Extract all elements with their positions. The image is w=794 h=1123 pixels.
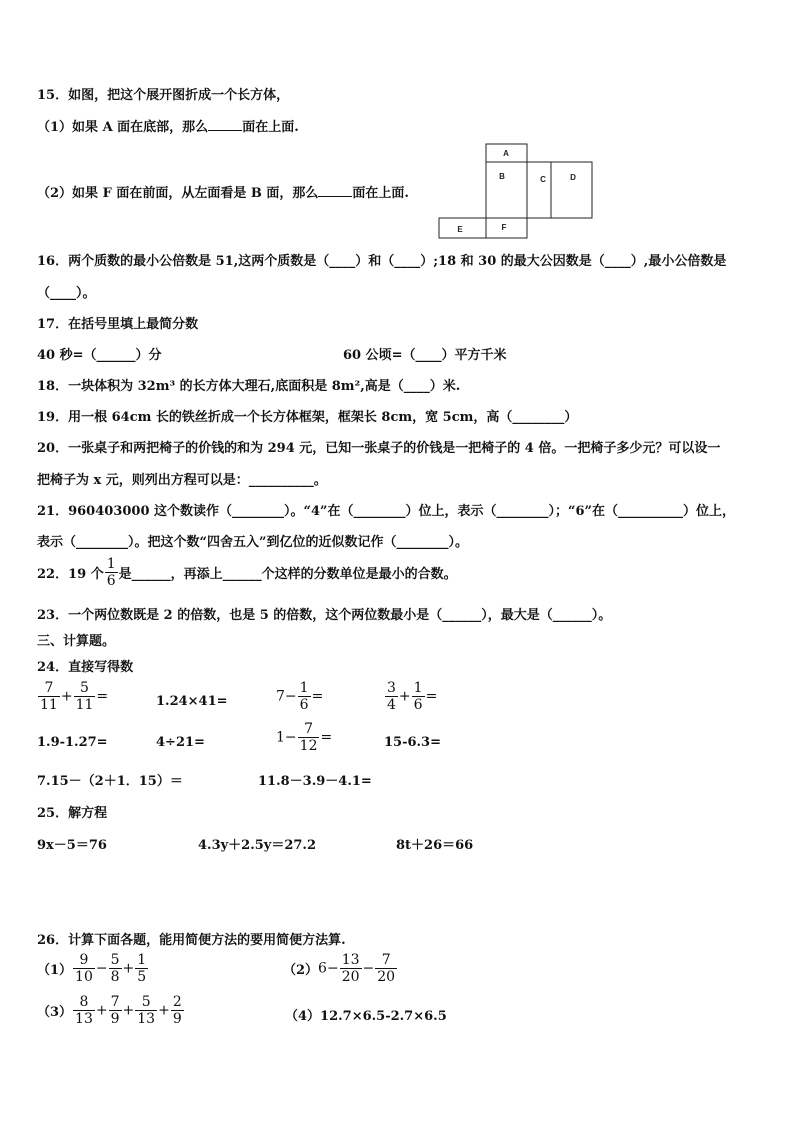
q24-r3-a: 7.15－（2＋1．15）＝ xyxy=(37,774,183,789)
face-d-label: D xyxy=(570,173,576,182)
face-b-label: B xyxy=(499,172,505,181)
q26-title: 26．计算下面各题，能用简便方法的要用简便方法算. xyxy=(37,933,346,948)
q21-line2: 表示（________）。把这个数“四舍五入”到亿位的近似数记作（________）。 xyxy=(37,535,468,550)
q15-part1 xyxy=(37,116,299,135)
q24-r2-c: 1− $\frac{7}{12}$ = xyxy=(276,721,333,754)
q17-a: 40 秒=（______）分 xyxy=(37,348,162,363)
q19: 19．用一根 64cm 长的铁丝折成一个长方体框架，框架长 8cm，宽 5cm，高（________） xyxy=(37,410,578,425)
q24-r2-d: 15-6.3= xyxy=(384,735,441,750)
q15-part1-blank[interactable] xyxy=(208,118,242,131)
q24-title: 24．直接写得数 xyxy=(37,660,134,675)
q16-line1: 16．两个质数的最小公倍数是 51,这两个质数是（____）和（____）;18 和 30 的最大公因数是（____）,最小公倍数是 xyxy=(37,254,727,269)
q25-title: 25．解方程 xyxy=(37,806,108,821)
face-b-box xyxy=(486,162,527,218)
q22-denominator: 6 xyxy=(106,573,116,589)
q15-part1-prefix: （1）如果 A 面在底部，那么 xyxy=(37,120,209,135)
q26-p1: （1） $\frac{9}{10}$ − $\frac{5}{8}$ + $\frac{1}{5}$ xyxy=(37,952,147,985)
q17-b: 60 公顷=（____）平方千米 xyxy=(343,348,507,363)
face-c-box xyxy=(527,162,551,218)
q26-p2: （2）6− $\frac{13}{20}$ − $\frac{7}{20}$ xyxy=(283,952,396,985)
q25-b: 4.3y＋2.5y＝27.2 xyxy=(198,838,317,853)
q24-r1-b: 1.24×41= xyxy=(156,694,228,709)
q24-r2-a: 1.9-1.27= xyxy=(37,735,108,750)
q24-r2-b: 4÷21= xyxy=(156,735,205,750)
q20-line2: 把椅子为 x 元，则列出方程可以是：__________。 xyxy=(37,473,327,488)
q18: 18．一块体积为 32m³ 的长方体大理石,底面积是 8m²,高是（____）米. xyxy=(37,379,461,394)
q24-r1-a: $\frac{7}{11}$ + $\frac{5}{11}$ = xyxy=(40,680,109,713)
q22 xyxy=(37,556,457,589)
q24-r1-c: 7− $\frac{1}{6}$ = xyxy=(276,680,324,713)
section-3-heading: 三、计算题。 xyxy=(37,634,116,649)
q25-c: 8t＋26＝66 xyxy=(396,838,474,853)
face-f-label: F xyxy=(501,223,507,232)
q17-title: 17．在括号里填上最简分数 xyxy=(37,317,199,332)
q20-line1: 20．一张桌子和两把椅子的价钱的和为 294 元，已知一张桌子的价钱是一把椅子的 4 倍。一把椅子多少元？可以设一 xyxy=(37,441,721,456)
face-e-label: E xyxy=(457,225,463,234)
q24-r3-b: 11.8－3.9－4.1= xyxy=(258,774,372,789)
q26-p3: （3） $\frac{8}{13}$ + $\frac{7}{9}$ + $\frac{5}{13}$ + $\frac{2}{9}$ xyxy=(37,994,182,1027)
q15-part2 xyxy=(37,182,409,201)
q25-a: 9x－5＝76 xyxy=(37,838,107,853)
q15-part2-suffix: 面在上面. xyxy=(352,186,409,201)
face-a-label: A xyxy=(503,149,509,158)
q22-rest: 是______，再添上______个这样的分数单位是最小的合数。 xyxy=(118,567,457,582)
q15-part2-blank[interactable] xyxy=(318,184,352,197)
q15-part1-suffix: 面在上面. xyxy=(242,120,299,135)
q22-prefix: 22．19 个 xyxy=(37,567,104,582)
face-d-box xyxy=(551,162,592,218)
q23: 23．一个两位数既是 2 的倍数，也是 5 的倍数，这个两位数最小是（______），最大是（______）。 xyxy=(37,608,612,623)
q21-line1: 21．960403000 这个数读作（________）。“4”在（________）位上，表示（________）；“6”在（__________）位上， xyxy=(37,504,736,519)
q15-part2-prefix: （2）如果 F 面在前面，从左面看是 B 面，那么 xyxy=(37,186,319,201)
q22-numerator: 1 xyxy=(106,556,116,572)
cuboid-net-diagram xyxy=(436,140,596,240)
face-c-label: C xyxy=(540,175,546,184)
q16-line2: （____）。 xyxy=(37,286,96,301)
q26-p4: （4）12.7×6.5-2.7×6.5 xyxy=(285,1009,447,1024)
face-f-box xyxy=(486,218,527,238)
q24-r1-d: $\frac{3}{4}$ + $\frac{1}{6}$ = xyxy=(387,680,438,713)
q22-fraction xyxy=(105,556,118,589)
q15-title: 15．如图，把这个展开图折成一个长方体， xyxy=(37,88,290,103)
